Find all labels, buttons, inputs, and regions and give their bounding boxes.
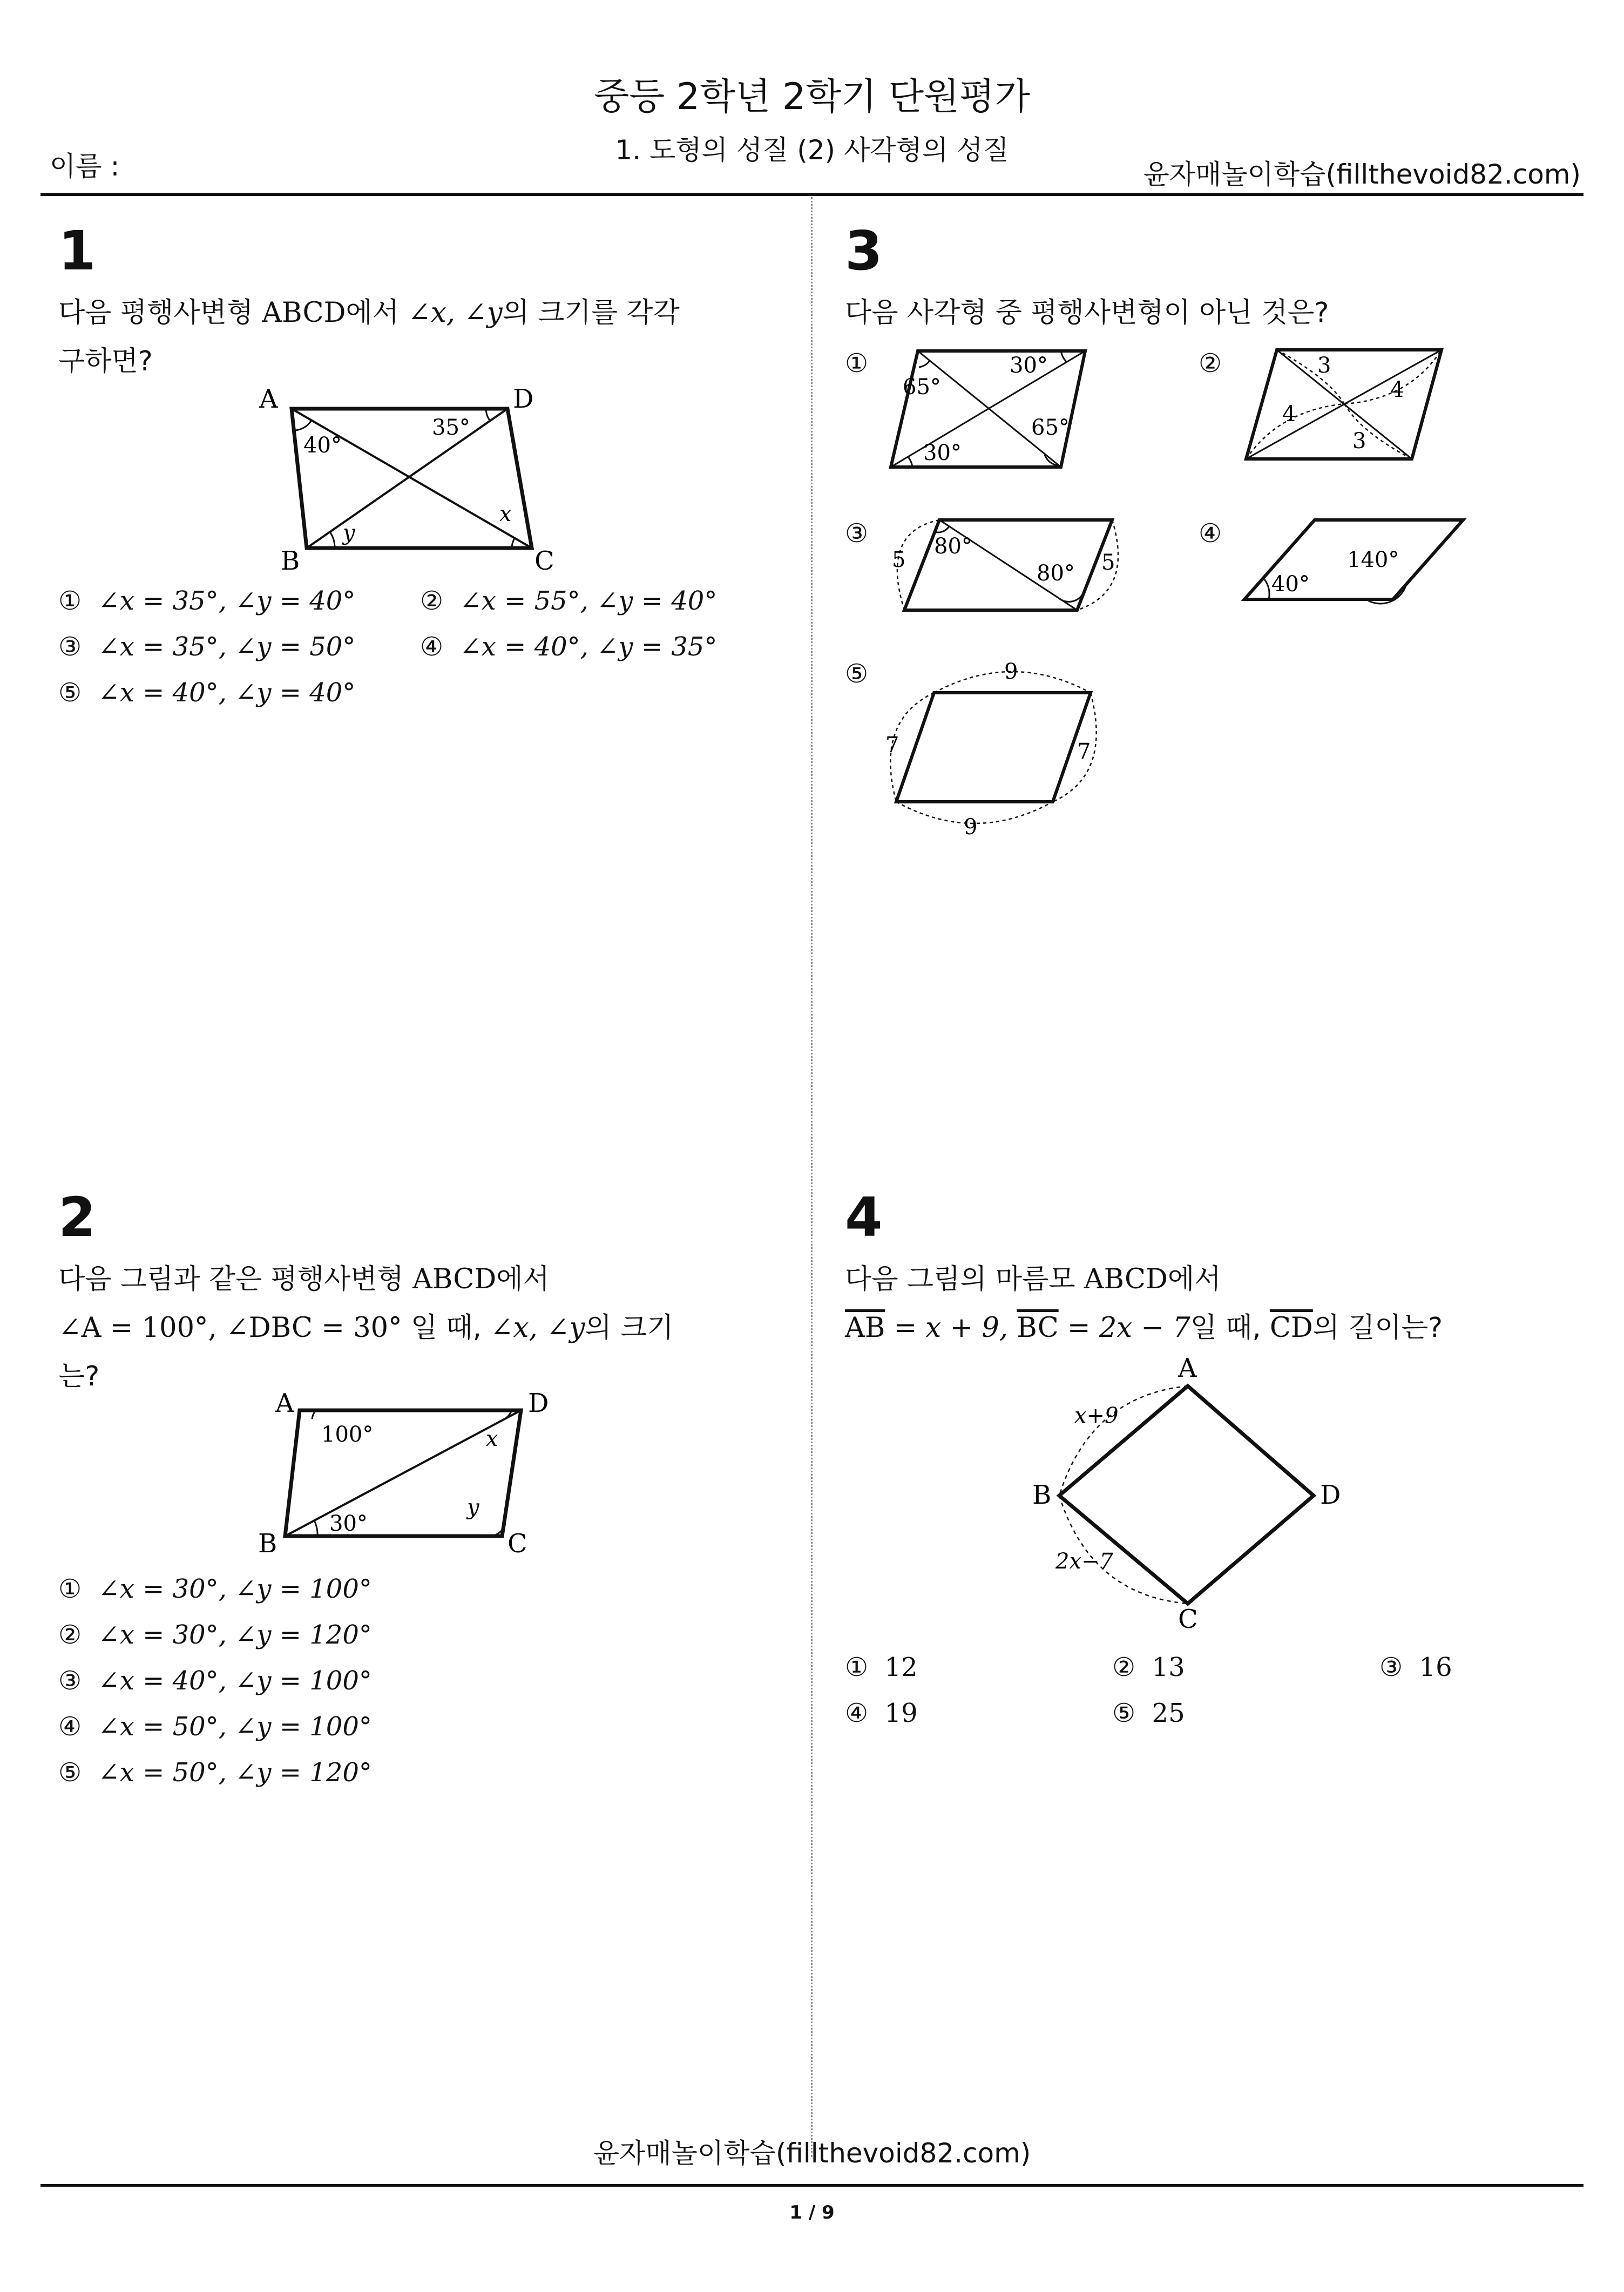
q3-label: 9 — [1004, 659, 1018, 684]
vertex-b: B — [258, 1529, 278, 1559]
angle-label: x — [486, 1426, 498, 1451]
header-site: 윤자매놀이학습(fillthevoid82.com) — [1143, 159, 1581, 190]
choice-4-2[interactable]: ② 13 — [1112, 1652, 1185, 1682]
question-1 — [58, 219, 760, 386]
page-subtitle: 1. 도형의 성질 (2) 사각형의 성질 — [615, 134, 1009, 166]
vertex-c: C — [508, 1529, 527, 1559]
choice-2-4[interactable]: ④ ∠x = 50°, ∠y = 100° — [58, 1712, 372, 1742]
choice-1-1[interactable]: ① ∠x = 35°, ∠y = 40° — [58, 586, 356, 616]
choice-1-5[interactable]: ⑤ ∠x = 40°, ∠y = 40° — [58, 678, 356, 708]
vertex-a: A — [1178, 1353, 1197, 1383]
q3-option-5-mark[interactable]: ⑤ — [845, 659, 869, 689]
q3-label: 80° — [934, 534, 972, 559]
angle-label: x — [499, 502, 512, 526]
footer-site: 윤자매놀이학습(fillthevoid82.com) — [593, 2138, 1031, 2169]
question-text: 다음 평행사변형 ABCD에서 ∠x, ∠y의 크기를 각각 구하면? — [58, 297, 680, 377]
q3-option-4-mark[interactable]: ④ — [1199, 518, 1222, 549]
q3-label: 80° — [1037, 561, 1075, 586]
q3-figure-2[interactable] — [1236, 340, 1474, 464]
q3-figure-1[interactable] — [880, 340, 1096, 475]
choice-1-2[interactable]: ② ∠x = 55°, ∠y = 40° — [420, 586, 718, 616]
choice-4-1[interactable]: ① 12 — [845, 1652, 918, 1682]
side-label: x+9 — [1074, 1403, 1119, 1428]
question-text: 다음 사각형 중 평행사변형이 아닌 것은? — [845, 297, 1329, 329]
choice-4-5[interactable]: ⑤ 25 — [1112, 1698, 1185, 1728]
q3-label: 4 — [1390, 377, 1404, 402]
q3-label: 5 — [1101, 550, 1115, 575]
question-text: 다음 그림의 마름모 ABCD에서 $\overline{AB} = x + 9$, $\overline{BC} = 2x - 7$일 때, $\overline{CD}$의 길이는? — [845, 1263, 1443, 1344]
q3-label: 7 — [885, 733, 899, 758]
q3-label: 65° — [1031, 415, 1070, 440]
choice-2-2[interactable]: ② ∠x = 30°, ∠y = 120° — [58, 1620, 372, 1650]
question-number: 2 — [58, 1186, 96, 1249]
header-rule — [40, 193, 1584, 196]
q3-option-3-mark[interactable]: ③ — [845, 518, 869, 549]
choice-1-3[interactable]: ③ ∠x = 35°, ∠y = 50° — [58, 632, 356, 662]
name-label: 이름 : — [50, 151, 120, 182]
vertex-c: C — [534, 546, 554, 576]
vertex-a: A — [275, 1388, 294, 1418]
angle-label: 40° — [303, 433, 342, 458]
q3-figure-4[interactable] — [1236, 510, 1474, 607]
page-number: 1 / 9 — [789, 2202, 835, 2223]
figure-rhombus-q4 — [1026, 1353, 1361, 1639]
question-number: 3 — [845, 219, 883, 282]
vertex-d: D — [1320, 1480, 1341, 1510]
choice-2-3[interactable]: ③ ∠x = 40°, ∠y = 100° — [58, 1666, 372, 1696]
q3-label: 5 — [892, 547, 906, 572]
footer-rule — [40, 2184, 1584, 2187]
vertex-b: B — [281, 546, 300, 576]
question-number: 1 — [58, 219, 96, 282]
vertex-d: D — [528, 1388, 549, 1418]
choice-2-5[interactable]: ⑤ ∠x = 50°, ∠y = 120° — [58, 1757, 372, 1788]
angle-label: 100° — [321, 1422, 374, 1447]
vertex-c: C — [1178, 1604, 1198, 1634]
q3-label: 9 — [964, 815, 978, 840]
choice-4-3[interactable]: ③ 16 — [1379, 1652, 1452, 1682]
question-number: 4 — [845, 1186, 883, 1249]
q3-label: 3 — [1317, 353, 1331, 378]
question-2 — [58, 1186, 760, 1401]
question-text: 다음 그림과 같은 평행사변형 ABCD에서 ∠A = 100°, ∠DBC = 30° 일 때, ∠x, ∠y의 크기 는? — [58, 1263, 674, 1392]
vertex-b: B — [1032, 1480, 1052, 1510]
figure-parallelogram-q2 — [254, 1388, 578, 1566]
q3-figure-3[interactable] — [880, 510, 1128, 618]
q3-label: 30° — [1010, 353, 1048, 378]
choice-4-4[interactable]: ④ 19 — [845, 1698, 918, 1728]
page-title: 중등 2학년 2학기 단원평가 — [593, 76, 1031, 118]
q3-label: 3 — [1352, 429, 1366, 454]
q3-label: 7 — [1077, 739, 1091, 764]
vertex-a: A — [259, 384, 278, 414]
vertex-d: D — [513, 384, 534, 414]
q3-label: 4 — [1282, 402, 1296, 427]
angle-label: 35° — [432, 415, 470, 440]
question-3 — [845, 219, 1563, 337]
side-label: 2x−7 — [1055, 1549, 1113, 1574]
q3-label: 65° — [903, 375, 941, 400]
q3-label: 140° — [1347, 547, 1399, 572]
angle-label: 30° — [329, 1511, 368, 1536]
choice-2-1[interactable]: ① ∠x = 30°, ∠y = 100° — [58, 1574, 372, 1604]
question-4 — [845, 1186, 1563, 1353]
q3-option-1-mark[interactable]: ① — [845, 348, 869, 378]
figure-parallelogram-q1 — [254, 378, 578, 583]
q3-label: 30° — [923, 441, 962, 465]
choice-1-4[interactable]: ④ ∠x = 40°, ∠y = 35° — [420, 632, 718, 662]
column-divider — [811, 197, 813, 2157]
q3-figure-5[interactable] — [880, 656, 1107, 840]
angle-label: y — [467, 1495, 479, 1520]
q3-option-2-mark[interactable]: ② — [1199, 348, 1222, 378]
q3-label: 40° — [1271, 572, 1310, 597]
angle-label: y — [343, 520, 355, 545]
